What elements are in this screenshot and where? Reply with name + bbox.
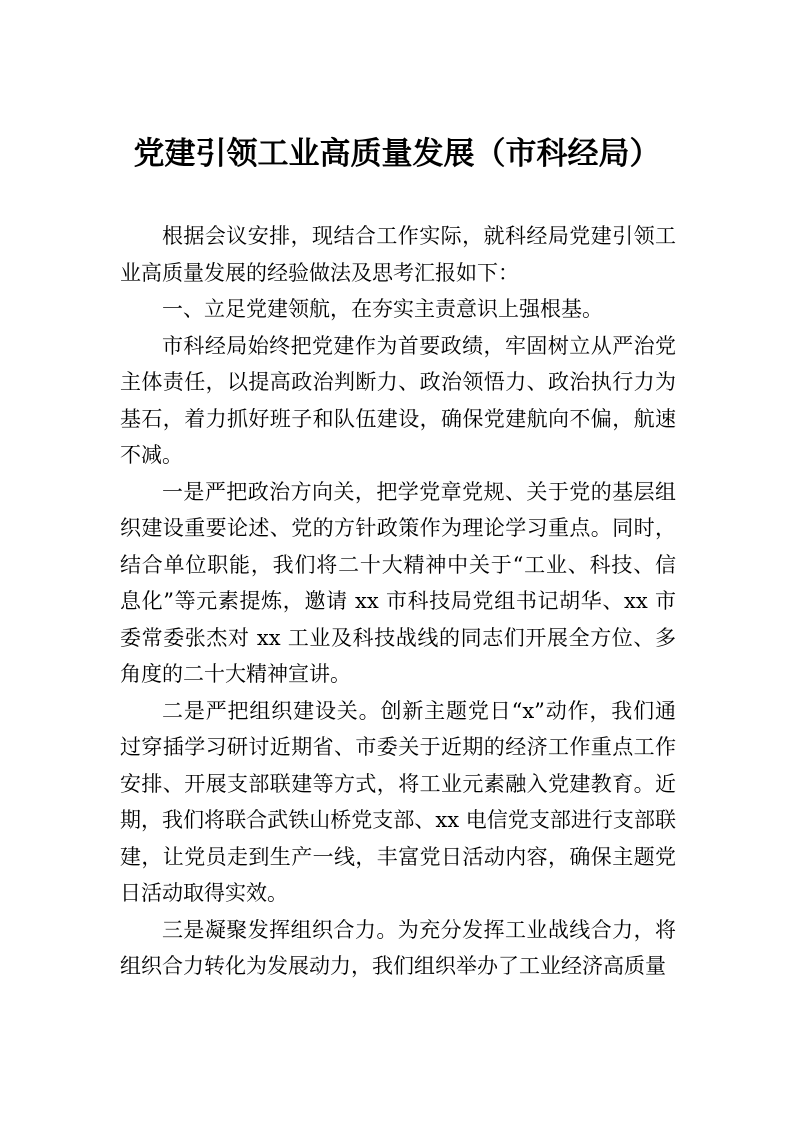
paragraph-point-two: 二是严把组织建设关。创新主题党日“x”动作，我们通过穿插学习研讨近期省、市委关于近期的经济工作重点工作安排、开展支部联建等方式，将工业元素融入党建教育。近期，我们将联合武铁山桥党支部、xx 电信党支部进行支部联建，让党员走到生产一线，丰富党日活动内容，确保主题党日活动取得实效。 [120, 698, 676, 905]
paragraph-intro: 根据会议安排，现结合工作实际，就科经局党建引领工业高质量发展的经验做法及思考汇报如下： [120, 224, 676, 285]
paragraph-overview: 市科经局始终把党建作为首要政绩，牢固树立从严治党主体责任，以提高政治判断力、政治领悟力、政治执行力为基石，着力抓好班子和队伍建设，确保党建航向不偏，航速不减。 [120, 333, 676, 467]
paragraph-section-heading: 一、立足党建领航，在夯实主责意识上强根基。 [162, 297, 603, 321]
document-title: 党建引领工业高质量发展（市科经局） [133, 136, 661, 172]
document-body [120, 218, 676, 985]
paragraph-point-three: 三是凝聚发挥组织合力。为充分发挥工业战线合力，将组织合力转化为发展动力，我们组织举办了工业经济高质量 [120, 917, 676, 978]
paragraph-point-one: 一是严把政治方向关，把学党章党规、关于党的基层组织建设重要论述、党的方针政策作为理论学习重点。同时， 结合单位职能，我们将二十大精神中关于“工业、科技、信息化”等元素提炼，邀请 xx 市科技局党组书记胡华、xx 市委常委张杰对 xx 工业及科技战线的同志们开展全方位、多角度的二十大精神宣讲。 [120, 479, 676, 686]
